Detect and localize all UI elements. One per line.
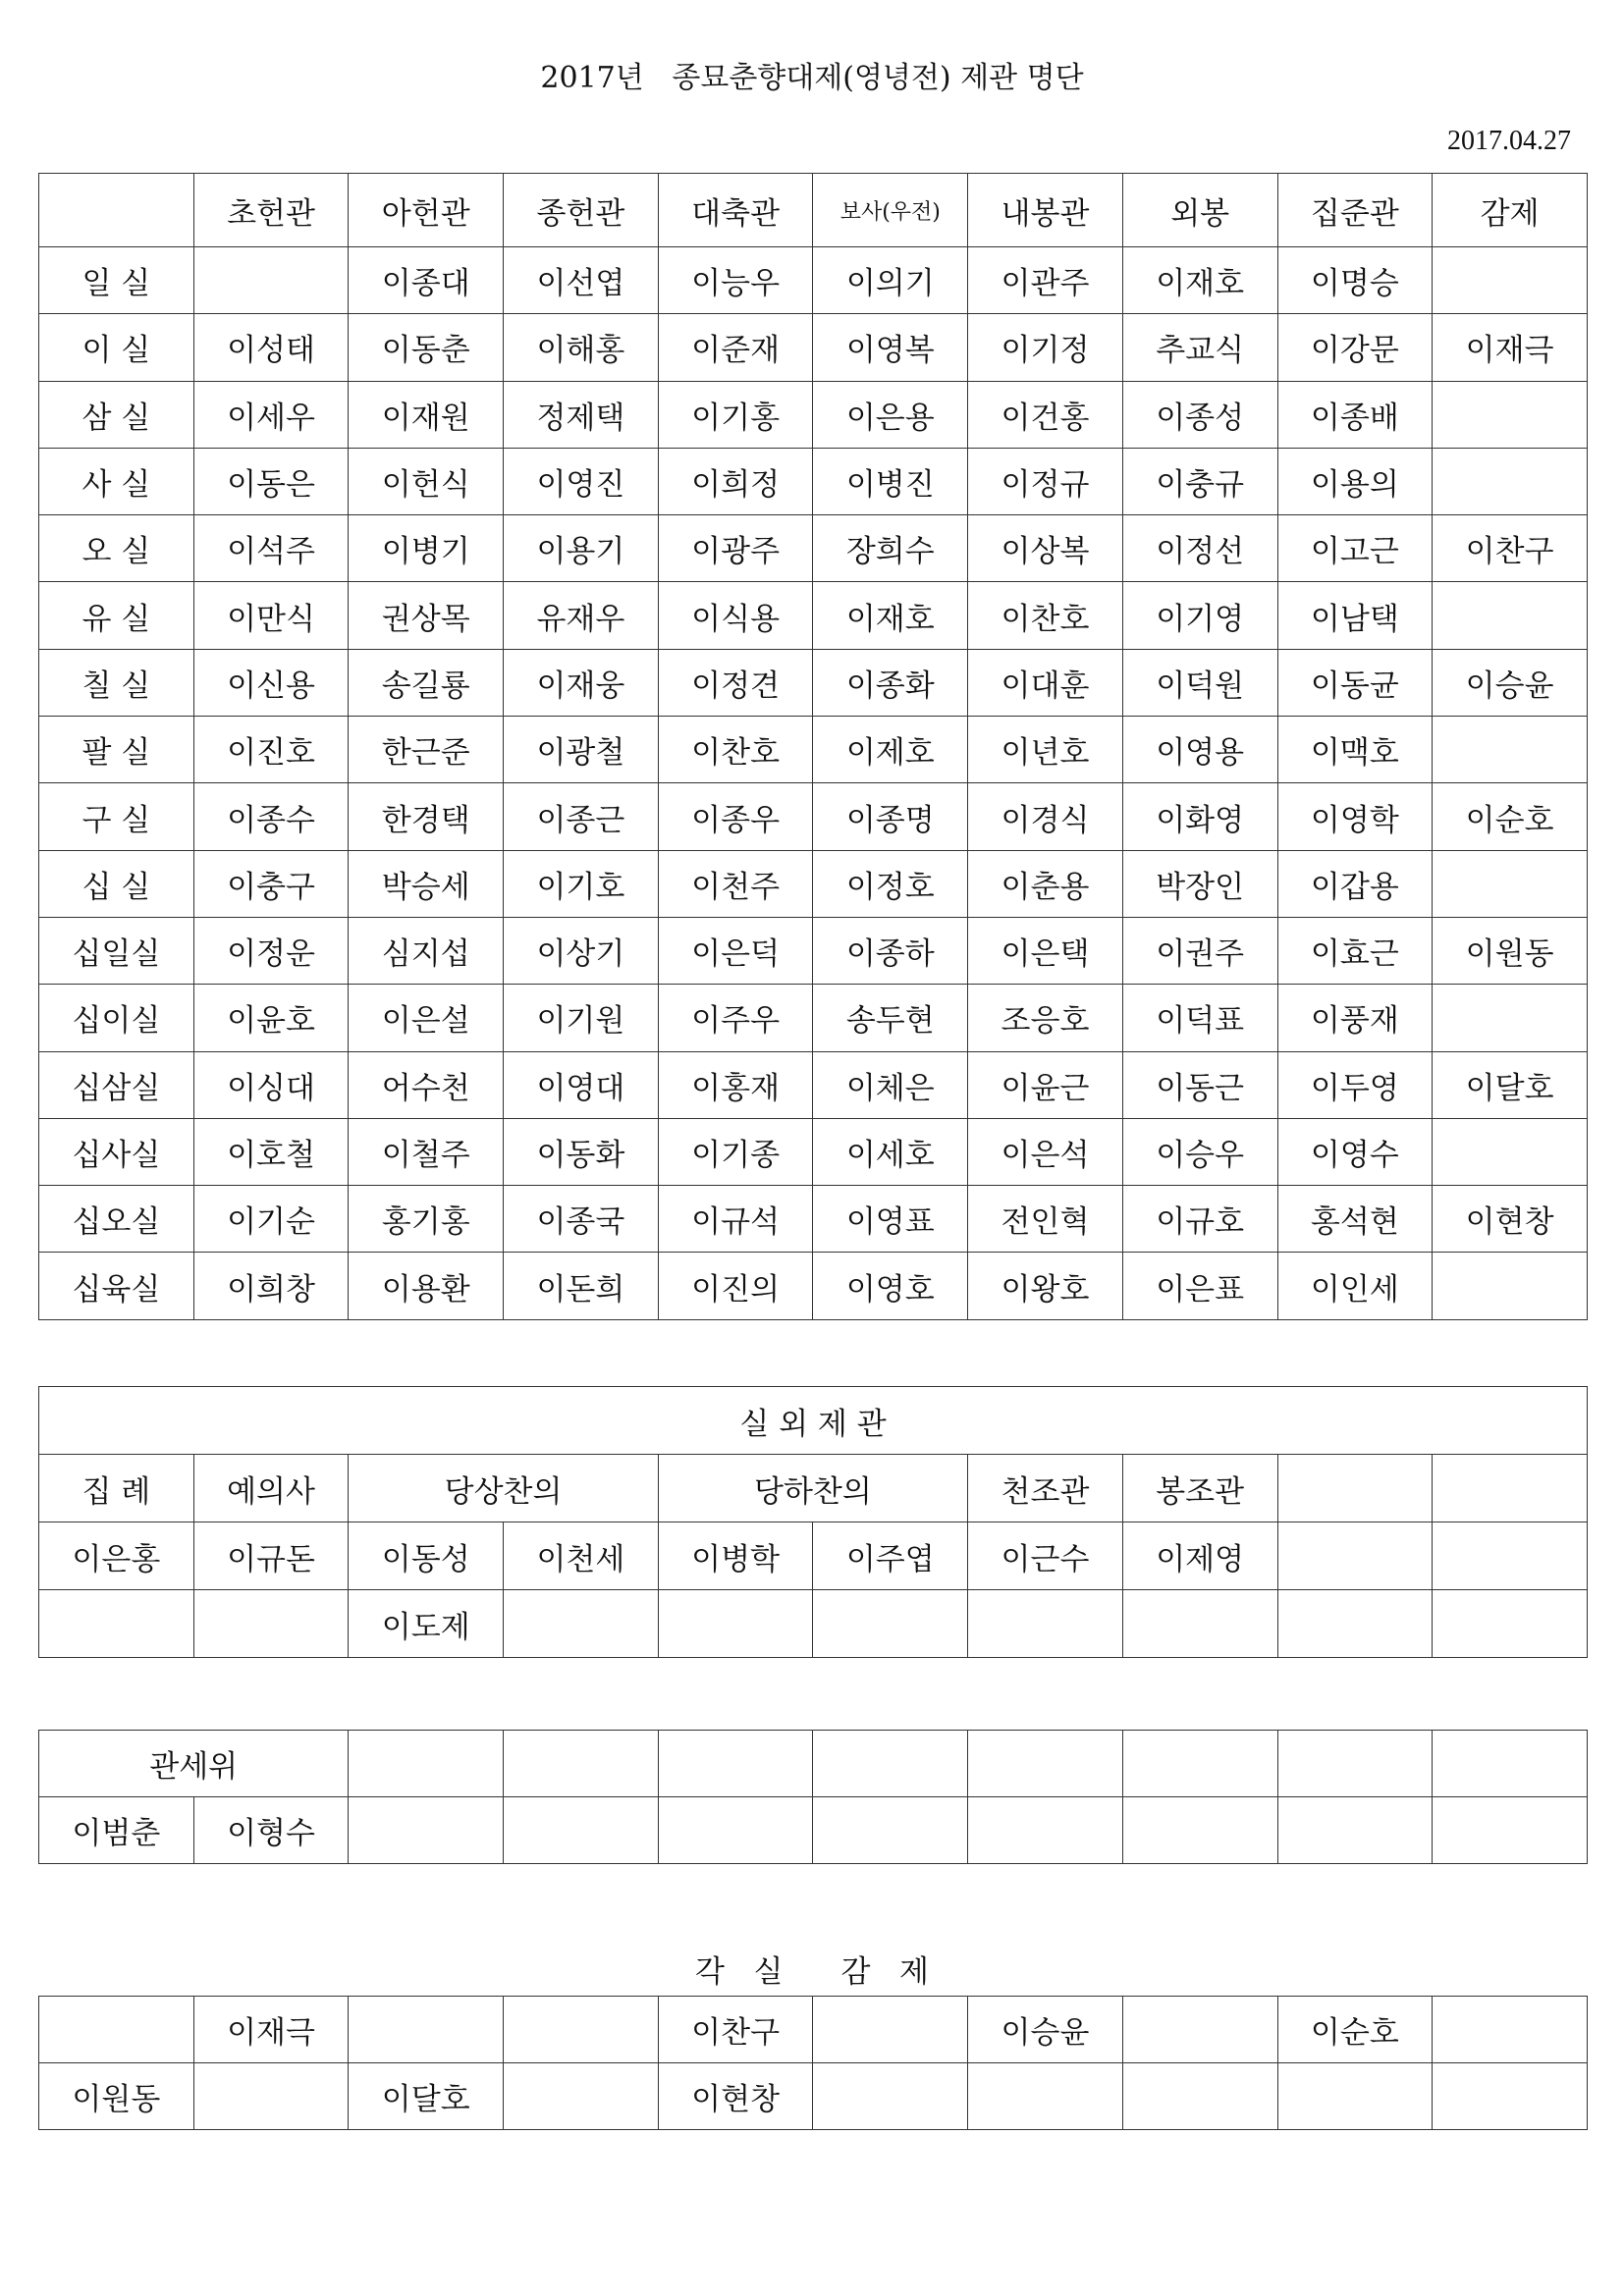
name-cell: 이경식 xyxy=(968,783,1123,850)
name-cell: 이정견 xyxy=(658,649,813,716)
name-cell: 이기영 xyxy=(1122,582,1277,649)
column-header: 내봉관 xyxy=(968,174,1123,247)
name-cell: 이석주 xyxy=(193,515,349,582)
header-jiprye: 집 례 xyxy=(39,1455,194,1522)
name-cell: 이규호 xyxy=(1122,1186,1277,1253)
empty-cell xyxy=(658,1731,813,1797)
name-cell: 이규석 xyxy=(658,1186,813,1253)
name-cell: 이고근 xyxy=(1277,515,1433,582)
name-cell: 권상목 xyxy=(349,582,504,649)
name-cell: 이풍재 xyxy=(1277,985,1433,1051)
gamse-cell: 이재극 xyxy=(193,1997,349,2063)
name-cell: 이달호 xyxy=(1433,1051,1588,1118)
name-cell: 이기호 xyxy=(504,850,659,917)
outer-name-cell xyxy=(1122,1590,1277,1658)
name-cell: 이종근 xyxy=(504,783,659,850)
name-cell: 이제호 xyxy=(813,717,968,783)
name-cell: 이원동 xyxy=(1433,917,1588,984)
room-label: 십육실 xyxy=(39,1253,194,1319)
table-row xyxy=(39,1186,1588,1253)
name-cell: 어수천 xyxy=(349,1051,504,1118)
table-row xyxy=(39,917,1588,984)
name-cell: 이남택 xyxy=(1277,582,1433,649)
empty-cell xyxy=(1277,1797,1433,1864)
column-header: 아헌관 xyxy=(349,174,504,247)
table-row xyxy=(39,448,1588,514)
room-label: 십오실 xyxy=(39,1186,194,1253)
gamse-cell xyxy=(504,1997,659,2063)
name-cell: 이재원 xyxy=(349,381,504,448)
name-cell: 이춘용 xyxy=(968,850,1123,917)
name-cell: 이동춘 xyxy=(349,314,504,381)
name-cell: 이정선 xyxy=(1122,515,1277,582)
room-label: 구 실 xyxy=(39,783,194,850)
name-cell: 이재호 xyxy=(813,582,968,649)
name-cell: 이희정 xyxy=(658,448,813,514)
name-cell: 이은설 xyxy=(349,985,504,1051)
name-cell: 이윤호 xyxy=(193,985,349,1051)
gwanse-label: 관세위 xyxy=(39,1731,349,1797)
room-label: 유 실 xyxy=(39,582,194,649)
outer-table-title: 실 외 제 관 xyxy=(39,1387,1588,1455)
name-cell: 이광주 xyxy=(658,515,813,582)
name-cell xyxy=(1433,247,1588,314)
column-header: 보사(우전) xyxy=(813,174,968,247)
name-cell: 이화영 xyxy=(1122,783,1277,850)
name-cell: 이건홍 xyxy=(968,381,1123,448)
name-cell: 이승윤 xyxy=(1433,649,1588,716)
name-cell: 이정운 xyxy=(193,917,349,984)
name-cell: 이선엽 xyxy=(504,247,659,314)
name-cell: 전인혁 xyxy=(968,1186,1123,1253)
name-cell xyxy=(1433,1253,1588,1319)
header-corner-cell xyxy=(39,174,194,247)
gamse-cell xyxy=(968,2063,1123,2130)
name-cell: 정제택 xyxy=(504,381,659,448)
room-label: 십일실 xyxy=(39,917,194,984)
table-row xyxy=(39,649,1588,716)
column-header: 집준관 xyxy=(1277,174,1433,247)
name-cell: 이만식 xyxy=(193,582,349,649)
name-cell: 이관주 xyxy=(968,247,1123,314)
name-cell xyxy=(1433,381,1588,448)
empty-cell xyxy=(504,1797,659,1864)
name-cell: 이은용 xyxy=(813,381,968,448)
name-cell: 이정규 xyxy=(968,448,1123,514)
document-date: 2017.04.27 xyxy=(1447,126,1571,156)
name-cell: 이충규 xyxy=(1122,448,1277,514)
name-cell: 이준재 xyxy=(658,314,813,381)
gwanse-name: 이형수 xyxy=(193,1797,349,1864)
room-label: 팔 실 xyxy=(39,717,194,783)
outer-name-cell: 이제영 xyxy=(1122,1522,1277,1590)
name-cell: 이기종 xyxy=(658,1118,813,1185)
table-row xyxy=(39,247,1588,314)
outer-name-cell: 이도제 xyxy=(349,1590,504,1658)
name-cell: 이종대 xyxy=(349,247,504,314)
gamse-cell xyxy=(813,2063,968,2130)
outer-name-cell xyxy=(658,1590,813,1658)
gamse-cell xyxy=(1122,1997,1277,2063)
name-cell: 이년호 xyxy=(968,717,1123,783)
outer-name-cell xyxy=(1277,1590,1433,1658)
outer-name-cell xyxy=(1277,1522,1433,1590)
empty-cell xyxy=(1122,1797,1277,1864)
name-cell: 이용기 xyxy=(504,515,659,582)
name-cell: 이영진 xyxy=(504,448,659,514)
name-cell: 이두영 xyxy=(1277,1051,1433,1118)
gamse-cell xyxy=(504,2063,659,2130)
name-cell: 이종배 xyxy=(1277,381,1433,448)
gamse-section-title: 각 실 감 제 xyxy=(694,1954,930,1990)
name-cell xyxy=(1433,448,1588,514)
empty-cell xyxy=(349,1797,504,1864)
name-cell: 이갑용 xyxy=(1277,850,1433,917)
name-cell: 이철주 xyxy=(349,1118,504,1185)
name-cell: 이종화 xyxy=(813,649,968,716)
name-cell: 이윤근 xyxy=(968,1051,1123,1118)
room-label: 일 실 xyxy=(39,247,194,314)
name-cell: 이충구 xyxy=(193,850,349,917)
empty-cell xyxy=(813,1797,968,1864)
name-cell: 이상복 xyxy=(968,515,1123,582)
name-cell: 이성태 xyxy=(193,314,349,381)
gamse-cell xyxy=(1433,2063,1588,2130)
name-cell: 이영용 xyxy=(1122,717,1277,783)
name-cell: 이영복 xyxy=(813,314,968,381)
outer-name-cell xyxy=(1433,1590,1588,1658)
name-cell: 이동화 xyxy=(504,1118,659,1185)
name-cell: 이덕표 xyxy=(1122,985,1277,1051)
name-cell xyxy=(1433,850,1588,917)
name-cell: 이기순 xyxy=(193,1186,349,1253)
name-cell: 박장인 xyxy=(1122,850,1277,917)
name-cell: 이종우 xyxy=(658,783,813,850)
gamse-table xyxy=(38,1996,1588,2130)
table-row xyxy=(39,515,1588,582)
name-cell: 이돈희 xyxy=(504,1253,659,1319)
gamse-cell xyxy=(349,1997,504,2063)
column-header: 종헌관 xyxy=(504,174,659,247)
name-cell: 이은석 xyxy=(968,1118,1123,1185)
column-header: 외봉 xyxy=(1122,174,1277,247)
name-cell: 이용환 xyxy=(349,1253,504,1319)
name-cell: 이세우 xyxy=(193,381,349,448)
room-label: 이 실 xyxy=(39,314,194,381)
outer-name-cell: 이천세 xyxy=(504,1522,659,1590)
officiant-table xyxy=(38,173,1588,1320)
name-cell: 이현창 xyxy=(1433,1186,1588,1253)
empty-cell xyxy=(349,1731,504,1797)
name-cell: 이종하 xyxy=(813,917,968,984)
name-cell: 이의기 xyxy=(813,247,968,314)
gwanse-table xyxy=(38,1730,1588,1864)
name-cell: 이진호 xyxy=(193,717,349,783)
empty-cell xyxy=(658,1797,813,1864)
name-cell: 이영수 xyxy=(1277,1118,1433,1185)
name-cell: 송길룡 xyxy=(349,649,504,716)
name-cell: 이동근 xyxy=(1122,1051,1277,1118)
header-bongjo: 봉조관 xyxy=(1122,1455,1277,1522)
name-cell: 이용의 xyxy=(1277,448,1433,514)
name-cell: 이영표 xyxy=(813,1186,968,1253)
name-cell: 이명승 xyxy=(1277,247,1433,314)
outer-name-cell: 이규돈 xyxy=(193,1522,349,1590)
name-cell: 이순호 xyxy=(1433,783,1588,850)
table-row xyxy=(39,985,1588,1051)
name-cell: 이재극 xyxy=(1433,314,1588,381)
name-cell: 이종수 xyxy=(193,783,349,850)
column-header: 초헌관 xyxy=(193,174,349,247)
outer-name-cell xyxy=(813,1590,968,1658)
room-label: 삼 실 xyxy=(39,381,194,448)
name-cell: 이신용 xyxy=(193,649,349,716)
name-cell: 이병진 xyxy=(813,448,968,514)
table-row xyxy=(39,314,1588,381)
name-cell: 이천주 xyxy=(658,850,813,917)
name-cell xyxy=(1433,582,1588,649)
name-cell: 이승우 xyxy=(1122,1118,1277,1185)
name-cell: 이왕호 xyxy=(968,1253,1123,1319)
room-label: 칠 실 xyxy=(39,649,194,716)
name-cell: 홍석현 xyxy=(1277,1186,1433,1253)
gamse-cell xyxy=(39,1997,194,2063)
name-cell: 장희수 xyxy=(813,515,968,582)
room-label: 오 실 xyxy=(39,515,194,582)
gamse-cell: 이현창 xyxy=(658,2063,813,2130)
gamse-cell xyxy=(813,1997,968,2063)
name-cell: 이동균 xyxy=(1277,649,1433,716)
empty-cell xyxy=(1433,1797,1588,1864)
outer-officiant-table xyxy=(38,1386,1588,1658)
room-label: 십이실 xyxy=(39,985,194,1051)
column-header: 감제 xyxy=(1433,174,1588,247)
outer-name-cell: 이동성 xyxy=(349,1522,504,1590)
name-cell: 이맥호 xyxy=(1277,717,1433,783)
name-cell: 이헌식 xyxy=(349,448,504,514)
name-cell xyxy=(1433,717,1588,783)
outer-name-cell xyxy=(39,1590,194,1658)
table-row xyxy=(39,1118,1588,1185)
gamse-cell xyxy=(1433,1997,1588,2063)
name-cell: 이은덕 xyxy=(658,917,813,984)
gamse-cell xyxy=(1122,2063,1277,2130)
name-cell: 이희창 xyxy=(193,1253,349,1319)
name-cell: 이권주 xyxy=(1122,917,1277,984)
gamse-cell: 이달호 xyxy=(349,2063,504,2130)
name-cell: 이세호 xyxy=(813,1118,968,1185)
outer-name-cell xyxy=(1433,1522,1588,1590)
table-row xyxy=(39,1051,1588,1118)
name-cell: 이주우 xyxy=(658,985,813,1051)
outer-name-cell: 이병학 xyxy=(658,1522,813,1590)
empty-cell xyxy=(1277,1455,1433,1522)
gamse-cell: 이순호 xyxy=(1277,1997,1433,2063)
name-cell: 이싱대 xyxy=(193,1051,349,1118)
header-dangsang: 당상찬의 xyxy=(349,1455,658,1522)
name-cell: 이상기 xyxy=(504,917,659,984)
empty-cell xyxy=(1433,1455,1588,1522)
outer-name-cell: 이근수 xyxy=(968,1522,1123,1590)
name-cell: 이영호 xyxy=(813,1253,968,1319)
name-cell: 이대훈 xyxy=(968,649,1123,716)
gamse-cell: 이찬구 xyxy=(658,1997,813,2063)
outer-name-cell xyxy=(968,1590,1123,1658)
empty-cell xyxy=(968,1797,1123,1864)
outer-name-cell: 이은홍 xyxy=(39,1522,194,1590)
name-cell: 한근준 xyxy=(349,717,504,783)
outer-name-cell xyxy=(504,1590,659,1658)
name-cell: 이기정 xyxy=(968,314,1123,381)
name-cell: 심지섭 xyxy=(349,917,504,984)
name-cell xyxy=(193,247,349,314)
name-cell: 이효근 xyxy=(1277,917,1433,984)
name-cell: 홍기홍 xyxy=(349,1186,504,1253)
header-cheonjo: 천조관 xyxy=(968,1455,1123,1522)
name-cell: 조응호 xyxy=(968,985,1123,1051)
gamse-cell: 이승윤 xyxy=(968,1997,1123,2063)
name-cell xyxy=(1433,1118,1588,1185)
empty-cell xyxy=(1122,1731,1277,1797)
name-cell: 이찬호 xyxy=(968,582,1123,649)
name-cell: 이해홍 xyxy=(504,314,659,381)
gamse-cell: 이원동 xyxy=(39,2063,194,2130)
name-cell: 이영대 xyxy=(504,1051,659,1118)
name-cell: 이찬구 xyxy=(1433,515,1588,582)
name-cell: 이종국 xyxy=(504,1186,659,1253)
name-cell: 이강문 xyxy=(1277,314,1433,381)
name-cell: 이진의 xyxy=(658,1253,813,1319)
table-row xyxy=(39,381,1588,448)
name-cell: 이기원 xyxy=(504,985,659,1051)
name-cell: 이식용 xyxy=(658,582,813,649)
name-cell: 추교식 xyxy=(1122,314,1277,381)
outer-name-cell: 이주엽 xyxy=(813,1522,968,1590)
name-cell: 이동은 xyxy=(193,448,349,514)
name-cell: 박승세 xyxy=(349,850,504,917)
name-cell: 이광철 xyxy=(504,717,659,783)
name-cell: 이홍재 xyxy=(658,1051,813,1118)
name-cell: 유재우 xyxy=(504,582,659,649)
empty-cell xyxy=(968,1731,1123,1797)
name-cell: 이호철 xyxy=(193,1118,349,1185)
table-row xyxy=(39,783,1588,850)
room-label: 십삼실 xyxy=(39,1051,194,1118)
page-title: 2017년 종묘춘향대제(영녕전) 제관 명단 xyxy=(540,61,1084,95)
header-yeuisa: 예의사 xyxy=(193,1455,349,1522)
table-row xyxy=(39,1253,1588,1319)
empty-cell xyxy=(1433,1731,1588,1797)
name-cell: 이은택 xyxy=(968,917,1123,984)
gwanse-name: 이범춘 xyxy=(39,1797,194,1864)
table-row xyxy=(39,582,1588,649)
name-cell: 이기홍 xyxy=(658,381,813,448)
name-cell: 이종성 xyxy=(1122,381,1277,448)
table-row xyxy=(39,717,1588,783)
name-cell: 이영학 xyxy=(1277,783,1433,850)
empty-cell xyxy=(813,1731,968,1797)
name-cell: 이은표 xyxy=(1122,1253,1277,1319)
gamse-cell xyxy=(1277,2063,1433,2130)
header-dangha: 당하찬의 xyxy=(658,1455,967,1522)
outer-name-cell xyxy=(193,1590,349,1658)
name-cell: 이재웅 xyxy=(504,649,659,716)
name-cell: 이정호 xyxy=(813,850,968,917)
name-cell: 이인세 xyxy=(1277,1253,1433,1319)
room-label: 사 실 xyxy=(39,448,194,514)
name-cell: 이찬호 xyxy=(658,717,813,783)
name-cell: 이능우 xyxy=(658,247,813,314)
name-cell: 이덕원 xyxy=(1122,649,1277,716)
room-label: 십 실 xyxy=(39,850,194,917)
room-label: 십사실 xyxy=(39,1118,194,1185)
name-cell: 이종명 xyxy=(813,783,968,850)
name-cell xyxy=(1433,985,1588,1051)
column-header: 대축관 xyxy=(658,174,813,247)
name-cell: 이체은 xyxy=(813,1051,968,1118)
name-cell: 이재호 xyxy=(1122,247,1277,314)
gamse-cell xyxy=(193,2063,349,2130)
table-row xyxy=(39,850,1588,917)
name-cell: 이병기 xyxy=(349,515,504,582)
name-cell: 송두현 xyxy=(813,985,968,1051)
empty-cell xyxy=(1277,1731,1433,1797)
name-cell: 한경택 xyxy=(349,783,504,850)
empty-cell xyxy=(504,1731,659,1797)
